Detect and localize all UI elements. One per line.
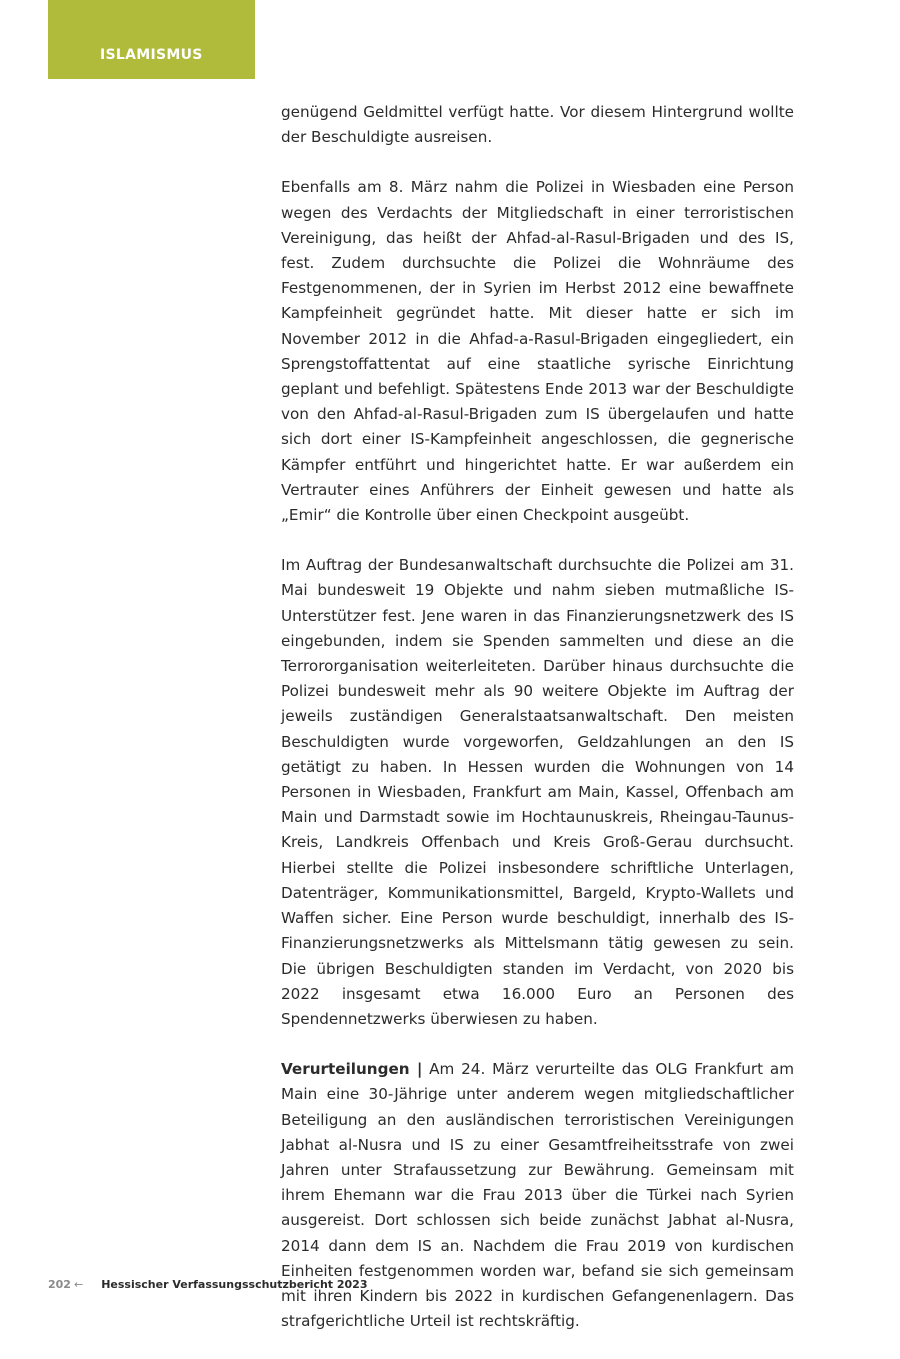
back-arrow-icon[interactable]: ← [73, 1278, 84, 1291]
paragraph-1: genügend Geldmittel verfügt hatte. Vor diesem Hintergrund wollte der Beschuldigte ausreisen. [281, 103, 794, 147]
paragraph-4-text: Am 24. März verurteilte das OLG Frankfurt am Main eine 30-Jährige unter anderem wegen mitgliedschaftlicher Beteiligung an den ausländischen terroristischen Vereinigungen Jabhat al-Nusra und IS zu einer Gesamtfreiheitsstrafe von zwei Jahren unter Strafaussetzung zur Bewährung. Gemeinsam mit ihrem Ehemann war die Frau 2013 über die Türkei nach Syrien ausgereist. Dort schlossen sich beide zunächst Jabhat al-Nusra, 2014 dann dem IS an. Nachdem die Frau 2019 von kurdischen Einheiten festgenommen worden war, befand sie sich gemeinsam mit ihren Kindern bis 2022 in kurdischen Gefangenenlagern. Das strafgerichtliche Urteil ist rechtskräftig. [281, 1060, 794, 1331]
paragraph-2: Ebenfalls am 8. März nahm die Polizei in Wiesbaden eine Person wegen des Verdachts der Mitgliedschaft in einer terroristischen Vereinigung, das heißt der Ahfad-al-Rasul-Brigaden und des IS, fest. Zudem durchsuchte die Polizei die Wohnräume des Festgenommenen, der in Syrien im Herbst 2012 eine bewaffnete Kampfeinheit gegründet hatte. Mit dieser hatte er sich im November 2012 in die Ahfad-a-Rasul-Brigaden eingegliedert, ein Sprengstoffattentat auf eine staatliche syrische Einrichtung geplant und befehligt. Spätestens Ende 2013 war der Beschuldigte von den Ahfad-al-Rasul-Brigaden zum IS übergelaufen und hatte sich dort einer IS-Kampfeinheit angeschlossen, die gegnerische Kämpfer entführt und hingerichtet hatte. Er war außerdem ein Vertrauter eines Anführers der Einheit gewesen und hatte als „Emir“ die Kontrolle über einen Checkpoint ausgeübt. [281, 178, 794, 525]
page-footer [48, 1278, 368, 1291]
section-tab [48, 0, 255, 79]
report-title: Hessischer Verfassungsschutzbericht 2023 [101, 1278, 368, 1291]
page-number: 202 [48, 1278, 71, 1291]
section-label: ISLAMISMUS [100, 47, 203, 63]
main-content [281, 100, 794, 1359]
paragraph-4-heading: Verurteilungen | [281, 1060, 423, 1079]
paragraph-3: Im Auftrag der Bundesanwaltschaft durchsuchte die Polizei am 31. Mai bundesweit 19 Objekte und nahm sieben mutmaßliche IS-Unterstützer fest. Jene waren in das Finanzierungsnetzwerk des IS eingebunden, indem sie Spenden sammelten und diese an die Terrororganisation weiterleiteten. Darüber hinaus durchsuchte die Polizei bundesweit mehr als 90 weitere Objekte im Auftrag der jeweils zuständigen Generalstaatsanwaltschaft. Den meisten Beschuldigten wurde vorgeworfen, Geldzahlungen an den IS getätigt zu haben. In Hessen wurden die Wohnungen von 14 Personen in Wiesbaden, Frankfurt am Main, Kassel, Offenbach am Main und Darmstadt sowie im Hochtaunuskreis, Rheingau-Taunus-Kreis, Landkreis Offenbach und Kreis Groß-Gerau durchsucht. Hierbei stellte die Polizei insbesondere schriftliche Unterlagen, Datenträger, Kommunikationsmittel, Bargeld, Krypto-Wallets und Waffen sicher. Eine Person wurde beschuldigt, innerhalb des IS-Finanzierungsnetzwerks als Mittelsmann tätig gewesen zu sein. Die übrigen Beschuldigten standen im Verdacht, von 2020 bis 2022 insgesamt etwa 16.000 Euro an Personen des Spendennetzwerks überwiesen zu haben. [281, 556, 794, 1028]
paragraph-4 [281, 1057, 794, 1334]
